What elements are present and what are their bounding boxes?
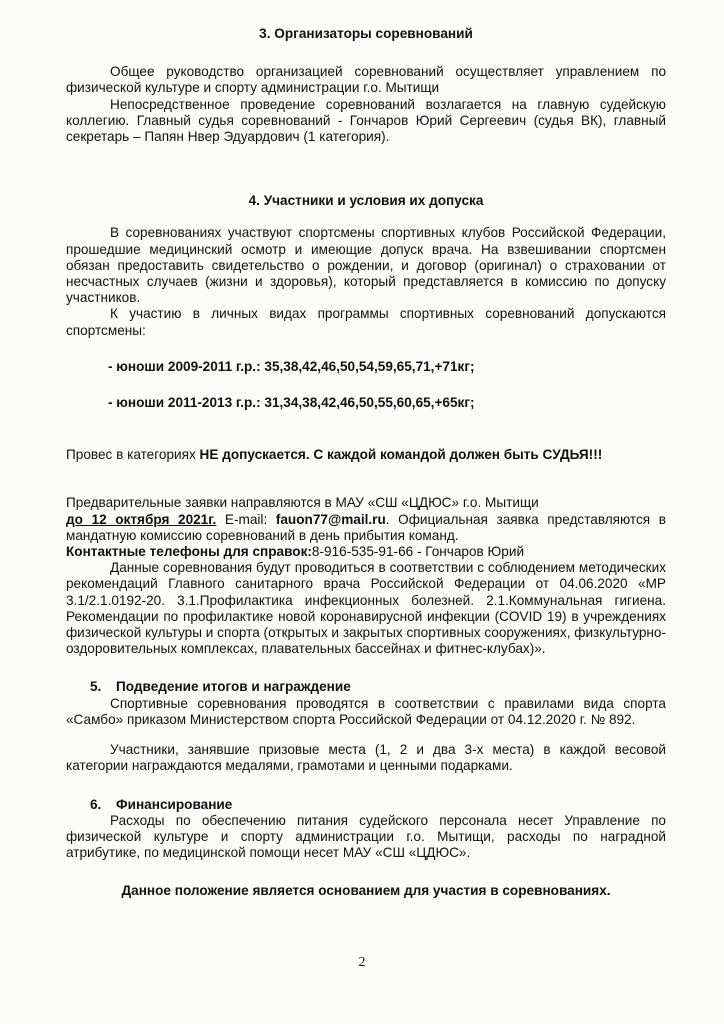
contacts-label: Контактные телефоны для справок:	[66, 544, 312, 560]
weight-note-text: Провес в категориях	[66, 447, 200, 463]
applications-deadline: до 12 октября 2021г.	[66, 511, 217, 527]
section-4-paragraph-2: К участию в личных видах программы спортивных соревнований допускаются спортсмены:	[66, 306, 666, 338]
covid-paragraph: Данные соревнования будут проводиться в соответствии с соблюдением методических рекомендаций Главного санитарного врача Российской Федерации от 04.06.2020 «МР 3.1/2.1.0192-20. 3.1.Профилактика инфекционных болезней. 2.1.Коммунальная гигиена. Рекомендации по профилактике новой коронавирусной инфекции (COVID 19) в учреждениях физической культуры и спорта (открытых и закрытых спортивных сооружениях, физкультурно-оздоровительных комплексах, плавательных бассейнах и фитнес-клубах)».	[66, 560, 666, 657]
applications-line-1: Предварительные заявки направляются в МАУ «СШ «ЦДЮС» г.о. Мытищи	[66, 495, 539, 511]
applications-paragraph	[66, 512, 666, 544]
section-6-title-text: Финансирование	[116, 796, 233, 812]
weight-category-1: - юноши 2009-2011 г.р.: 35,38,42,46,50,54,59,65,71,+71кг;	[108, 358, 475, 374]
document-body	[66, 26, 666, 900]
weight-note	[66, 447, 666, 463]
section-5-paragraph-2: Участники, занявшие призовые места (1, 2 и два 3-х места) в каждой весовой категории награждаются медалями, грамотами и ценными подарками.	[66, 742, 666, 774]
page-number: 2	[358, 955, 366, 970]
section-6-number: 6.	[90, 796, 102, 812]
section-4-title: 4. Участники и условия их допуска	[248, 193, 484, 209]
weight-note-bold: НЕ допускается. С каждой командой должен быть СУДЬЯ!!!	[199, 447, 603, 463]
contacts-value: 8-916-535-91-66 - Гончаров Юрий	[311, 544, 525, 560]
section-4-paragraph-1: В соревнованиях участвуют спортсмены спортивных клубов Российской Федерации, прошедшие медицинский осмотр и имеющие допуск врача. На взвешивании спортсмен обязан предоставить свидетельство о рождении, и договор (оригинал) о страховании от несчастных случаев (жизни и здоровья), который представляется в комиссию по допуску участников.	[66, 225, 666, 306]
section-3-paragraph-2: Непосредственное проведение соревнований возлагается на главную судейскую коллегию. Главный судья соревнований - Гончаров Юрий Сергеевич (судья ВК), главный секретарь – Папян Нвер Эдуардович (1 категория).	[66, 96, 666, 145]
section-3-paragraph-1: Общее руководство организацией соревнований осуществляет управлением по физической культуре и спорту администрации г.о. Мытищи	[66, 64, 666, 96]
section-5-title-text: Подведение итогов и награждение	[116, 679, 351, 695]
contacts-line	[66, 544, 666, 560]
email-label: E-mail:	[216, 511, 276, 527]
section-5-title	[66, 679, 666, 695]
section-6-paragraph-1: Расходы по обеспечению питания судейского персонала несет Управление по физической культуре и спорту администрации г.о. Мытищи, расходы по наградной атрибутике, по медицинской помощи несет МАУ «СШ «ЦДЮС».	[66, 812, 666, 861]
weight-category-2: - юноши 2011-2013 г.р.: 31,34,38,42,46,50,55,60,65,+65кг;	[108, 395, 475, 411]
applications-rest: . Официальная заявка представляются в мандатную комиссию соревнований в день прибытия команд.	[66, 511, 666, 543]
section-5-number: 5.	[90, 679, 102, 695]
section-6-title	[66, 797, 666, 813]
email-address[interactable]: fauon77@mail.ru	[275, 511, 386, 527]
section-5-paragraph-1: Спортивные соревнования проводятся в соответствии с правилами вида спорта «Самбо» приказом Министерством спорта Российской Федерации от 04.12.2020 г. № 892.	[66, 695, 666, 727]
final-statement: Данное положение является основанием для участия в соревнованиях.	[121, 883, 611, 899]
section-3-title: 3. Организаторы соревнований	[259, 26, 473, 41]
